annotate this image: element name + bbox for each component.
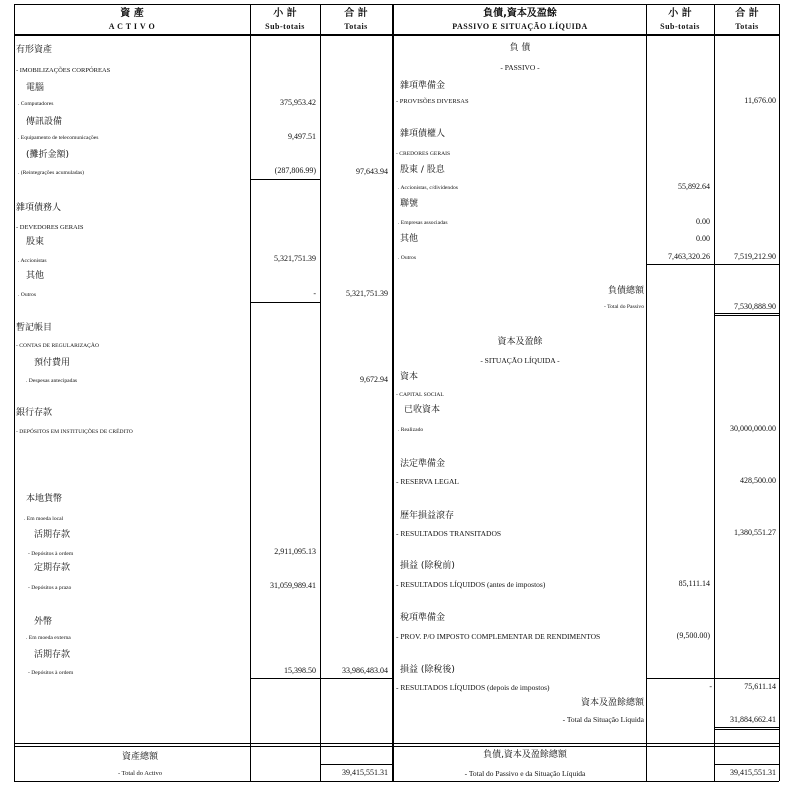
header-totals-pt: Totais: [344, 22, 368, 31]
shareholders-dividends-zh: 股東 / 股息: [400, 165, 445, 175]
aftertax-results-total: 75,611.14: [744, 682, 776, 691]
local-demand-pt: - Depósitos à ordem: [28, 551, 74, 557]
telecom-subtotal: 9,497.51: [288, 132, 316, 141]
fixed-assets-zh: 有形資產: [16, 45, 53, 55]
footer-rule: [394, 746, 779, 747]
creditors-zh: 雜項債權人: [400, 129, 446, 139]
foreign-currency-zh: 外幣: [34, 617, 53, 627]
legal-reserve-pt: - RESERVA LEGAL: [396, 477, 460, 486]
pretax-results-zh: 損益 (除稅前): [400, 561, 455, 571]
others-subtotal: 0.00: [696, 234, 710, 243]
foreign-currency-pt: . Em moeda externa: [26, 635, 71, 641]
prepaid-pt: . Despesas antecipadas: [26, 378, 78, 384]
subtotal-rule: [647, 678, 714, 679]
depreciation-pt: . (Reintegrações acumuladas): [18, 170, 85, 176]
total-rule: [715, 313, 779, 314]
computers-pt: . Computadores: [18, 101, 54, 107]
tax-provision-zh: 稅項準備金: [400, 613, 446, 623]
aftertax-results-zh: 損益 (除稅後): [400, 665, 455, 675]
shareholders-dividends-pt: . Accionistas, c/dividendos: [398, 185, 458, 191]
header-liabilities-pt: PASSIVO E SITUAÇÃO LÍQUIDA: [452, 22, 588, 31]
pretax-results-pt: - RESULTADOS LÍQUIDOS (antes de impostos): [396, 580, 546, 589]
bank-deposits-zh: 銀行存款: [16, 408, 53, 418]
frame-bottom: [14, 781, 779, 782]
total-rule: [715, 729, 779, 730]
prepaid-total: 9,672.94: [360, 375, 388, 384]
suspense-accounts-pt: - CONTAS DE REGULARIZAÇÃO: [16, 343, 99, 349]
shareholders-subtotal: 5,321,751.39: [274, 254, 316, 263]
bank-deposits-total: 33,986,483.04: [342, 666, 388, 675]
provisions-pt: - PROVISÕES DIVERSAS: [396, 98, 469, 105]
grand-total-rule: [715, 764, 779, 765]
foreign-demand-subtotal: 15,398.50: [284, 666, 316, 675]
others-subtotal: -: [313, 289, 316, 298]
local-demand-zh: 活期存款: [34, 530, 71, 540]
fixed-assets-pt: - IMOBILIZAÇÕES CORPÓREAS: [16, 67, 111, 74]
debtors-total: 5,321,751.39: [346, 289, 388, 298]
telecom-zh: 傳訊設備: [26, 117, 63, 127]
header-subtotals-pt: Sub-totais: [660, 22, 700, 31]
col-divider: [250, 4, 251, 781]
header-totals-pt: Totais: [735, 22, 759, 31]
shareholders-dividends-subtotal: 55,892.64: [678, 182, 710, 191]
subtotal-rule: [251, 302, 320, 303]
capital-zh: 資本: [400, 372, 419, 382]
subtotal-rule: [251, 179, 320, 180]
provisions-zh: 雜項準備金: [400, 81, 446, 91]
bank-deposits-pt: - DEPÓSITOS EM INSTITUIÇÕES DE CRÉDITO: [16, 429, 133, 435]
total-assets-pt: - Total do Activo: [117, 770, 163, 777]
local-term-zh: 定期存款: [34, 563, 71, 573]
total-liabilities-equity-zh: 負債,資本及盈餘總額: [483, 750, 567, 760]
total-rule: [321, 678, 392, 679]
retained-earnings-total: 1,380,551.27: [734, 528, 776, 537]
footer-rule: [394, 743, 779, 744]
outros-subtotal: 7,463,320.26: [668, 252, 710, 261]
shareholders-zh: 股東: [26, 237, 45, 247]
frame-top: [14, 4, 779, 5]
pretax-results-subtotal: 85,111.14: [678, 579, 710, 588]
footer-rule: [14, 743, 392, 744]
header-subtotals-zh: 小 計: [668, 8, 692, 19]
total-equity-pt: - Total da Situação Líquida: [562, 715, 644, 724]
local-term-pt: - Depósitos a prazo: [28, 585, 72, 591]
retained-earnings-pt: - RESULTADOS TRANSITADOS: [396, 529, 502, 538]
total-liabilities-pt: - Total do Passivo: [603, 304, 644, 310]
others-zh: 其他: [400, 234, 419, 244]
total-equity: 31,884,662.41: [730, 715, 776, 724]
foreign-demand-zh: 活期存款: [34, 650, 71, 660]
total-rule: [715, 678, 779, 679]
col-divider-center: [392, 4, 394, 781]
col-divider: [714, 4, 715, 781]
others-zh: 其他: [26, 271, 45, 281]
col-divider: [646, 4, 647, 781]
paid-capital-total: 30,000,000.00: [730, 424, 776, 433]
debtors-zh: 雜項債務人: [16, 203, 62, 213]
fixed-assets-total: 97,643.94: [356, 167, 388, 176]
frame-left: [14, 4, 15, 781]
header-assets-pt: A C T I V O: [108, 22, 156, 31]
header-rule: [14, 34, 779, 36]
total-rule: [715, 264, 779, 265]
suspense-accounts-zh: 暫記帳目: [16, 323, 53, 333]
telecom-pt: . Equipamento de telecomunicações: [18, 135, 99, 141]
local-currency-zh: 本地貨幣: [26, 494, 63, 504]
header-totals-zh: 合 計: [344, 8, 368, 19]
local-term-subtotal: 31,059,989.41: [270, 581, 316, 590]
computers-zh: 電腦: [26, 83, 45, 93]
legal-reserve-total: 428,500.00: [740, 476, 776, 485]
subtotal-rule: [251, 678, 320, 679]
grand-total-rule: [321, 764, 392, 765]
header-subtotals-pt: Sub-totais: [265, 22, 305, 31]
local-demand-subtotal: 2,911,095.13: [274, 547, 316, 556]
header-liabilities-zh: 負債,資本及盈餘: [483, 8, 557, 19]
paid-capital-zh: 已收資本: [404, 405, 441, 415]
liabilities-heading-zh: 負 債: [509, 43, 531, 53]
total-liabilities: 7,530,888.90: [734, 302, 776, 311]
creditors-total: 7,519,212.90: [734, 252, 776, 261]
header-subtotals-zh: 小 計: [273, 8, 297, 19]
paid-capital-pt: . Realizado: [398, 427, 424, 433]
legal-reserve-zh: 法定準備金: [400, 459, 446, 469]
header-assets-zh: 資 產: [120, 8, 144, 19]
creditors-pt: - CREDORES GERAIS: [396, 151, 451, 157]
outros-pt: . Outros: [398, 255, 417, 261]
tax-provision-pt: - PROV. P/O IMPOSTO COMPLEMENTAR DE RENDIMENTOS: [396, 632, 601, 641]
foreign-demand-pt: - Depósitos à ordem: [28, 670, 74, 676]
tax-provision-subtotal: (9,500.00): [676, 631, 710, 640]
total-liabilities-equity: 39,415,551.31: [730, 768, 776, 777]
provisions-total: 11,676.00: [744, 96, 776, 105]
total-assets: 39,415,551.31: [342, 768, 388, 777]
retained-earnings-zh: 歷年損益滾存: [400, 511, 455, 521]
total-rule: [715, 727, 779, 728]
depreciation-subtotal: (287,806.99): [274, 166, 316, 175]
associates-pt: . Empresas associadas: [398, 220, 448, 226]
associates-zh: 聯號: [400, 199, 419, 209]
total-assets-zh: 資產總額: [121, 752, 159, 762]
equity-heading-pt: - SITUAÇÃO LÍQUIDA -: [480, 356, 560, 365]
liabilities-heading-pt: - PASSIVO -: [500, 63, 540, 72]
footer-rule: [14, 746, 392, 747]
debtors-pt: - DEVEDORES GERAIS: [16, 224, 84, 231]
total-liabilities-zh: 負債總額: [607, 286, 644, 296]
local-currency-pt: . Em moeda local: [24, 516, 64, 522]
computers-subtotal: 375,953.42: [280, 98, 316, 107]
frame-right: [779, 4, 780, 781]
shareholders-pt: . Accionistas: [18, 258, 47, 264]
total-equity-zh: 資本及盈餘總額: [580, 698, 644, 708]
col-divider: [320, 4, 321, 781]
header-totals-zh: 合 計: [735, 8, 759, 19]
equity-heading-zh: 資本及盈餘: [497, 337, 543, 347]
prepaid-zh: 預付費用: [34, 358, 71, 368]
total-liabilities-equity-pt: - Total do Passivo e da Situação Líquida: [464, 769, 586, 778]
total-rule: [715, 315, 779, 316]
others-pt: . Outros: [18, 292, 37, 298]
capital-pt: - CAPITAL SOCIAL: [396, 392, 444, 398]
aftertax-results-pt: - RESULTADOS LÍQUIDOS (depois de impostos): [396, 683, 550, 692]
associates-subtotal: 0.00: [696, 217, 710, 226]
depreciation-zh: (攤折金額): [26, 150, 70, 160]
aftertax-results-subtotal: -: [709, 682, 712, 691]
subtotal-rule: [647, 264, 714, 265]
